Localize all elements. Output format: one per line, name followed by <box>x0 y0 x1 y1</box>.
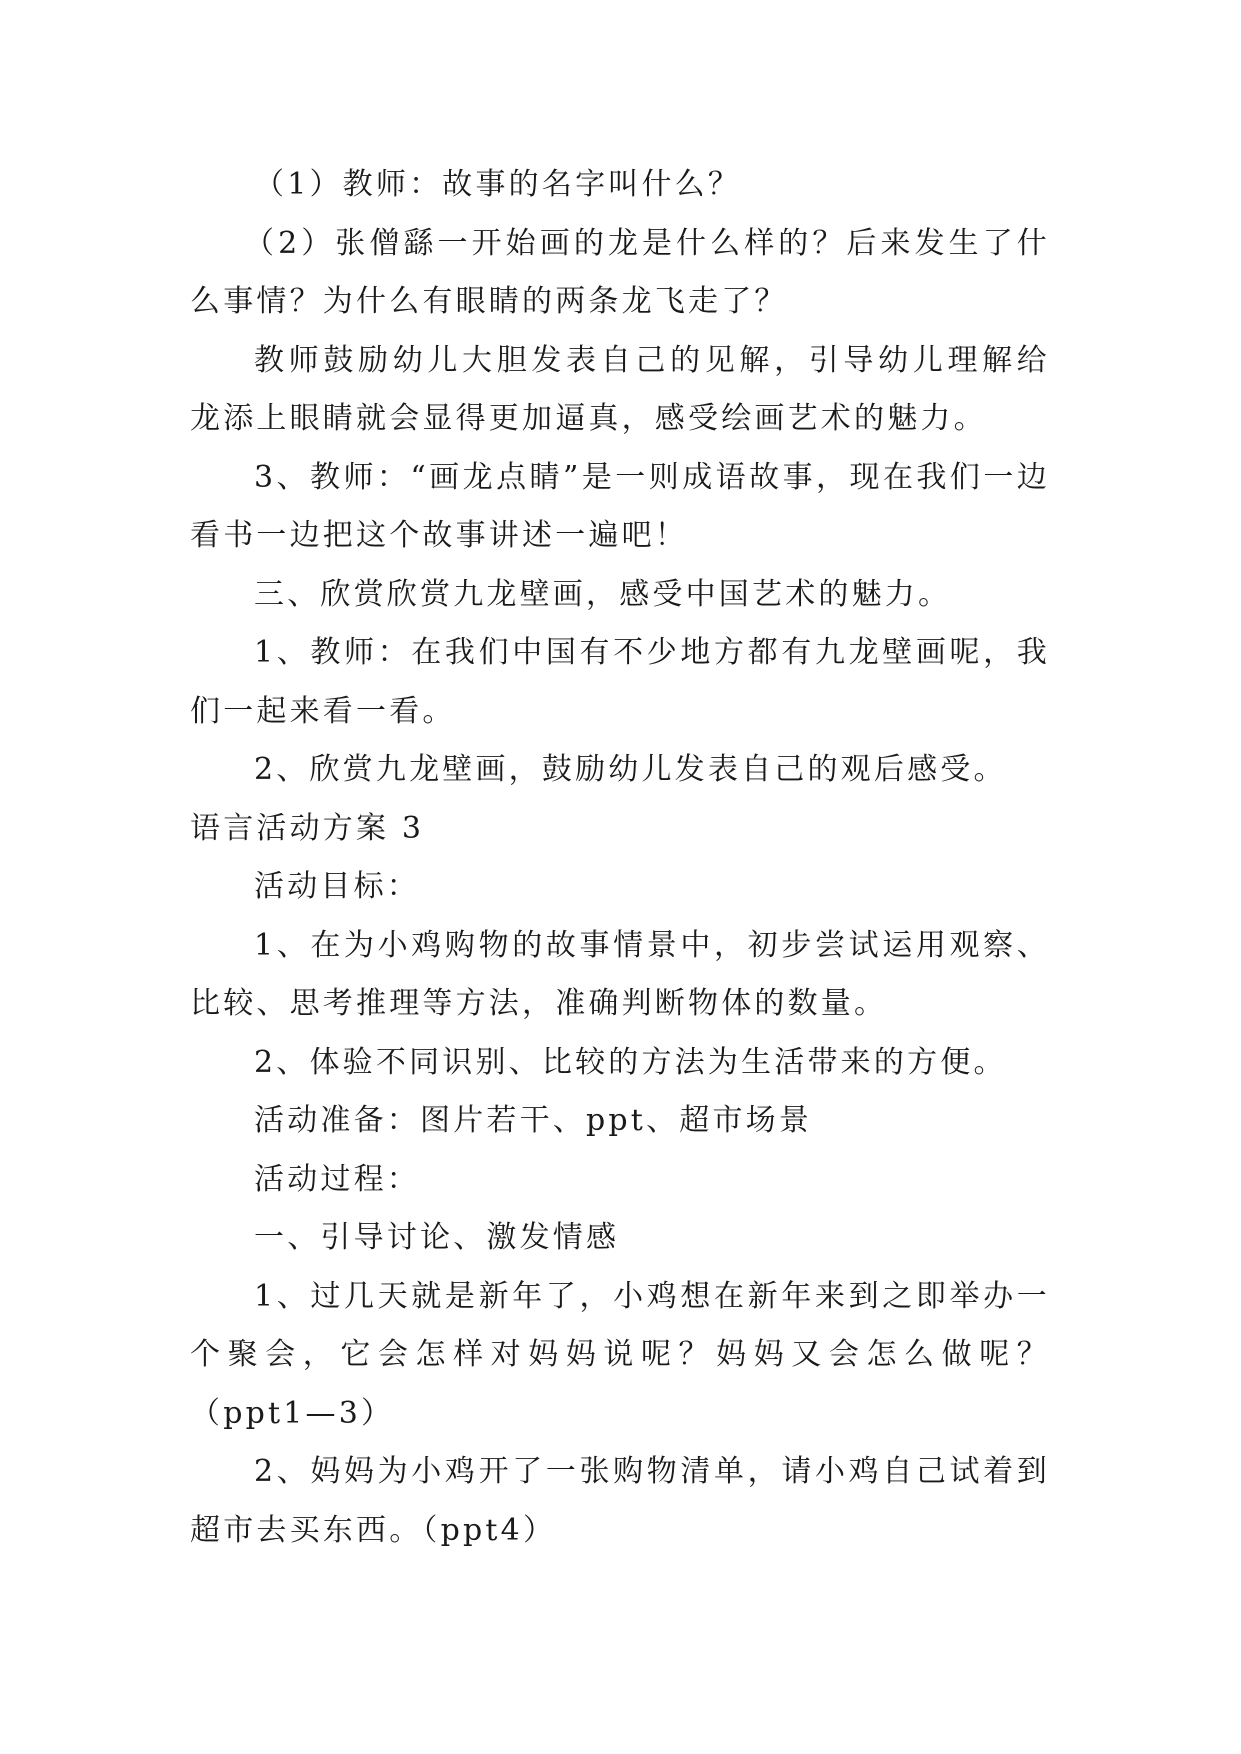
appreciation-paragraph: 2、欣赏九龙壁画，鼓励幼儿发表自己的观后感受。 <box>254 752 1007 787</box>
idiom-story-paragraph: 3、教师：“画龙点睛”是一则成语故事，现在我们一边看书一边把这个故事讲述一遍吧！ <box>190 459 1050 553</box>
question-dragon-drawing: （2）张僧繇一开始画的龙是什么样的？后来发生了什么事情？为什么有眼睛的两条龙飞走了？ <box>190 225 1050 319</box>
nine-dragon-wall-paragraph: 1、教师：在我们中国有不少地方都有九龙壁画呢，我们一起来看一看。 <box>190 635 1050 729</box>
document-body <box>190 156 1050 1560</box>
goal-two-paragraph: 2、体验不同识别、比较的方法为生活带来的方便。 <box>254 1044 1007 1080</box>
question-story-name: （1）教师：故事的名字叫什么？ <box>254 167 742 202</box>
activity-preparation: 活动准备：图片若干、ppt、超市场景 <box>254 1103 813 1138</box>
activity-process-heading: 活动过程： <box>254 1161 420 1197</box>
step-one-heading: 一、引导讨论、激发情感 <box>254 1220 620 1255</box>
teacher-encourage-paragraph: 教师鼓励幼儿大胆发表自己的见解，引导幼儿理解给龙添上眼睛就会显得更加逼真，感受绘画艺术的魅力。 <box>190 342 1050 436</box>
section-three-heading: 三、欣赏欣赏九龙壁画，感受中国艺术的魅力。 <box>254 576 952 612</box>
shopping-list-paragraph: 2、妈妈为小鸡开了一张购物清单，请小鸡自己试着到超市去买东西。（ppt4） <box>190 1454 1050 1548</box>
goal-one-paragraph: 1、在为小鸡购物的故事情景中，初步尝试运用观察、比较、思考推理等方法，准确判断物体的数量。 <box>190 927 1050 1021</box>
plan-title: 语言活动方案 3 <box>190 810 425 846</box>
activity-goals-heading: 活动目标： <box>254 869 420 904</box>
new-year-party-paragraph: 1、过几天就是新年了，小鸡想在新年来到之即举办一个聚会，它会怎样对妈妈说呢？妈妈又会怎么做呢？（ppt1—3） <box>190 1278 1050 1431</box>
